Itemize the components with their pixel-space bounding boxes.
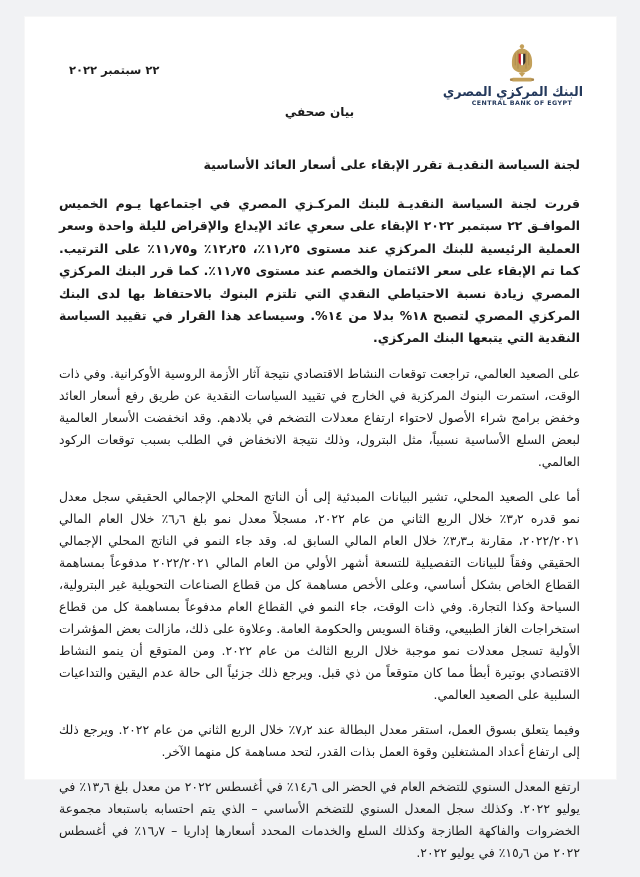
paragraph-global-economy: على الصعيد العالمي، تراجعت توقعات النشاط الاقتصادي نتيجة آثار الأزمة الروسية الأوكرانية. وفي ذات الوقت، استمرت البنوك المركزية في الخارج في تقييد السياسات النقدية عن طريق رفع أسعار العائد وخفض برامج شراء الأصول لاحتواء ارتفاع معدلات التضخم في بلادهم. وقد انخفضت الأسعار العالمية لبعض السلع الأساسية نسبياً، مثل البترول، وذلك نتيجة الانخفاض في الطلب بسبب توقعات الركود العالمي.	[59, 365, 580, 469]
paragraph-decision: قررت لجنة السياسة النقديـة للبنك المركـزي المصري في اجتماعها يـوم الخميس الموافـق ٢٢ سبتمبر ٢٠٢٢ الإبقاء على سعري عائد الإيداع والإقراض لليلة واحدة وسعر العملية الرئيسية للبنك المركزي عند مستوى ١١٫٢٥٪، ١٢٫٢٥٪ و١١٫٧٥٪ على الترتيب. كما تم الإبقاء على سعر الائتمان والخصم عند مستوى ١١٫٧٥٪. كما قرر البنك المركزي المصري زيادة نسبة الاحتياطي النقدي التي تلتزم البنوك بالاحتفاظ بها لدى البنك المركزي المصري لتصبح ١٨% بدلا من ١٤%. وسيساعد هذا القرار في تقييد السياسة النقدية التي يتبعها البنك المركزي.	[59, 196, 580, 346]
document-type-heading: بيان صحفي	[284, 105, 355, 119]
press-release-title: لجنة السياسة النقديـة تقرر الإبقاء على أسعار العائد الأساسية	[203, 157, 580, 172]
document-date: ٢٢ سبتمبر ٢٠٢٢	[69, 63, 160, 77]
paragraph-labor-market: وفيما يتعلق بسوق العمل، استقر معدل البطالة عند ٧٫٢٪ خلال الربع الثاني من عام ٢٠٢٢. ويرجع ذلك إلى ارتفاع أعداد المشتغلين وقوة العمل بذات القدر، لتحد مساهمة كل منهما الآخر.	[59, 721, 580, 759]
press-release-page	[24, 16, 617, 860]
paragraph-domestic-economy: أما على الصعيد المحلي، تشير البيانات المبدئية إلى أن الناتج المحلي الإجمالي الحقيقي سجل معدل نمو قدره ٣٫٢٪ خلال الربع الثاني من عام ٢٠٢٢، مسجلاً معدل نمو بلغ ٦٫٦٪ خلال العام المالي ٢٠٢٢/٢٠٢١، مقارنة بـ٣٫٣٪ خلال العام المالي السابق له. وقد جاء النمو في الناتج المحلي الإجمالي الحقيقي وفقاً للبيانات التفصيلية للتسعة أشهر الأولي من العام المالي ٢٠٢٢/٢٠٢١ مدفوعاً بمساهمة القطاع الخاص بشكل أساسي، وعلى الأخص مساهمة كل من قطاع الصناعات التحويلية غير البترولية، السياحة وكذا التجارة. وفي ذات الوقت، جاء النمو في القطاع العام مدفوعاً بمساهمة كل من قطاع استخراجات الغاز الطبيعي، وقناة السويس والحكومة العامة. وعلاوة على ذلك، مازالت بعض المؤشرات الأولية تسجل معدلات نمو موجبة خلال الربع الثالث من عام ٢٠٢٢. ومن المتوقع أن ينمو النشاط الاقتصادي بوتيرة أبطأ مما كان متوقعاً من ذي قبل. ويرجع ذلك جزئياً الى حالة عدم اليقين والتداعيات السلبية على الصعيد العالمي.	[59, 488, 580, 702]
paragraph-inflation: ارتفع المعدل السنوي للتضخم العام في الحضر الى ١٤٫٦٪ في أغسطس ٢٠٢٢ من معدل بلغ ١٣٫٦٪ في يوليو ٢٠٢٢. وكذلك سجل المعدل السنوي للتضخم الأساسي – الذي يتم احتسابه باستبعاد مجموعة الخضروات والفاكهة الطازجة وكذلك السلع والخدمات المحدد أسعارها إداريا – ١٦٫٧٪ في أغسطس ٢٠٢٢ من ١٥٫٦٪ في يوليو ٢٠٢٢.	[59, 778, 580, 860]
logo-english-name: CENTRAL BANK OF EGYPT	[471, 100, 573, 107]
logo-arabic-name: البنك المركزي المصري	[442, 83, 583, 100]
document-body	[25, 17, 616, 877]
